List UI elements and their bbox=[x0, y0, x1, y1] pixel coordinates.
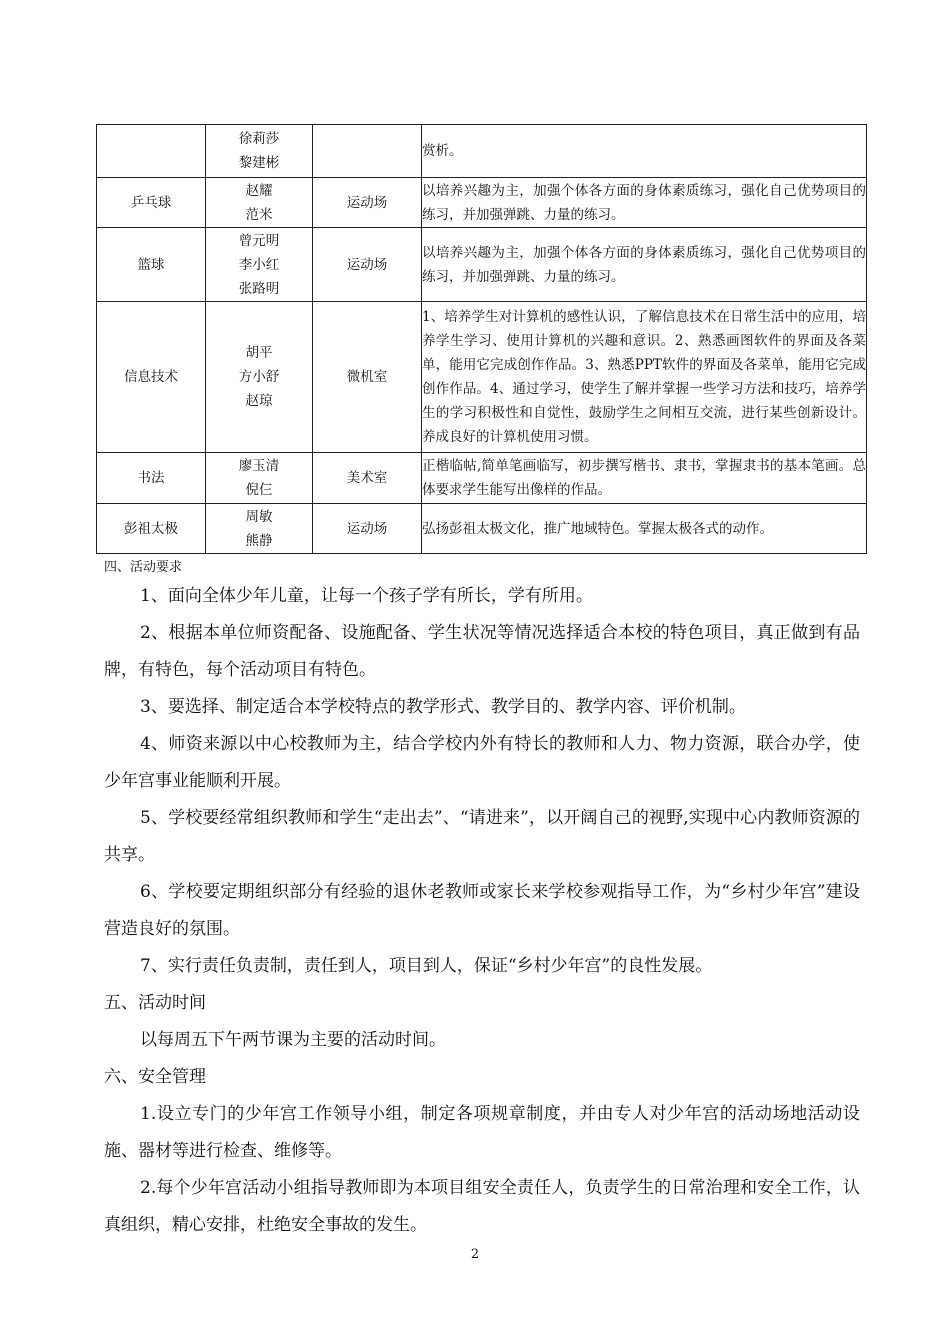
activity-table bbox=[96, 124, 867, 554]
content-cell: 以培养兴趣为主，加强个体各方面的身体素质练习，强化自己优势项目的练习，并加强弹跳、力量的练习。 bbox=[422, 228, 867, 302]
teacher-name: 范米 bbox=[245, 206, 273, 223]
venue-cell: 运动场 bbox=[313, 228, 422, 302]
teachers-cell bbox=[206, 453, 313, 504]
teacher-name: 赵耀 bbox=[245, 182, 273, 199]
requirement-item: 2、根据本单位师资配备、设施配备、学生状况等情况选择适合本校的特色项目，真正做到有品牌，有特色，每个活动项目有特色。 bbox=[104, 623, 860, 680]
requirement-item: 7、实行责任负责制，责任到人，项目到人，保证“乡村少年宫”的良性发展。 bbox=[140, 956, 713, 976]
teacher-name: 周敏 bbox=[245, 508, 273, 525]
teachers-cell bbox=[206, 302, 313, 453]
venue-cell: 美术室 bbox=[313, 453, 422, 504]
teacher-name: 熊静 bbox=[245, 532, 273, 549]
venue-cell bbox=[313, 125, 422, 178]
teachers-cell bbox=[206, 178, 313, 228]
venue-cell: 微机室 bbox=[313, 302, 422, 453]
table-row bbox=[97, 302, 867, 453]
subject-cell: 书法 bbox=[97, 453, 206, 504]
teacher-name: 倪仨 bbox=[245, 482, 273, 498]
teacher-name: 曾元明 bbox=[238, 232, 280, 249]
requirement-item: 5、学校要经常组织教师和学生“走出去”、“请进来”，以开阔自己的视野,实现中心内教师资源的共享。 bbox=[104, 808, 860, 865]
teacher-name: 胡平 bbox=[245, 345, 273, 361]
content-cell: 赏析。 bbox=[422, 125, 867, 178]
subject-cell: 彭祖太极 bbox=[97, 504, 206, 554]
teachers-cell bbox=[206, 125, 313, 178]
teacher-name: 方小舒 bbox=[238, 369, 280, 385]
activity-time-text: 以每周五下午两节课为主要的活动时间。 bbox=[140, 1030, 446, 1050]
content-cell: 正楷临帖,简单笔画临写，初步撰写楷书、隶书，掌握隶书的基本笔画。总体要求学生能写出像样的作品。 bbox=[422, 453, 867, 504]
requirement-item: 3、要选择、制定适合本学校特点的教学形式、教学目的、教学内容、评价机制。 bbox=[140, 697, 746, 717]
table-row bbox=[97, 178, 867, 228]
teachers-cell bbox=[206, 228, 313, 302]
teachers-cell bbox=[206, 504, 313, 554]
requirement-item: 6、学校要定期组织部分有经验的退休老教师或家长来学校参观指导工作，为“乡村少年宫”建设营造良好的氛围。 bbox=[104, 882, 860, 939]
subject-cell: 乒乓球 bbox=[97, 178, 206, 228]
requirement-item: 4、师资来源以中心校教师为主，结合学校内外有特长的教师和人力、物力资源，联合办学，使少年宫事业能顺利开展。 bbox=[104, 734, 860, 791]
teacher-name: 黎建彬 bbox=[238, 155, 280, 171]
section-heading-safety: 六、安全管理 bbox=[104, 1067, 206, 1087]
venue-cell: 运动场 bbox=[313, 178, 422, 228]
content-cell: 以培养兴趣为主，加强个体各方面的身体素质练习，强化自己优势项目的练习，并加强弹跳、力量的练习。 bbox=[422, 178, 867, 228]
safety-item: 2.每个少年宫活动小组指导教师即为本项目组安全责任人，负责学生的日常治理和安全工作，认真组织，精心安排，杜绝安全事故的发生。 bbox=[104, 1178, 860, 1235]
section-heading-requirements: 四、活动要求 bbox=[104, 560, 183, 575]
requirement-item: 1、面向全体少年儿童，让每一个孩子学有所长，学有所用。 bbox=[140, 586, 593, 606]
teacher-name: 赵琼 bbox=[245, 393, 273, 409]
teacher-name: 徐莉莎 bbox=[238, 131, 280, 147]
subject-cell bbox=[97, 125, 206, 178]
table-row bbox=[97, 453, 867, 504]
section-heading-time: 五、活动时间 bbox=[104, 993, 206, 1013]
teacher-name: 张路明 bbox=[238, 280, 280, 297]
content-cell: 弘扬彭祖太极文化，推广地域特色。掌握太极各式的动作。 bbox=[422, 504, 867, 554]
safety-item: 1.设立专门的少年宫工作领导小组，制定各项规章制度，并由专人对少年宫的活动场地活动设施、器材等进行检查、维修等。 bbox=[104, 1104, 860, 1161]
teacher-name: 李小红 bbox=[238, 256, 280, 273]
content-cell: 1、培养学生对计算机的感性认识，了解信息技术在日常生活中的应用，培养学生学习、使用计算机的兴趣和意识。2、熟悉画图软件的界面及各菜单，能用它完成创作作品。3、熟悉PPT软件的界面及各菜单，能用它完成创作作品。4、通过学习，使学生了解并掌握一些学习方法和技巧，培养学生的学习积极性和自觉性，鼓励学生之间相互交流，进行某些创新设计。养成良好的计算机使用习惯。 bbox=[422, 302, 867, 453]
table-row bbox=[97, 125, 867, 178]
venue-cell: 运动场 bbox=[313, 504, 422, 554]
subject-cell: 篮球 bbox=[97, 228, 206, 302]
table-row bbox=[97, 228, 867, 302]
table-row bbox=[97, 504, 867, 554]
teacher-name: 廖玉清 bbox=[238, 458, 280, 474]
subject-cell: 信息技术 bbox=[97, 302, 206, 453]
page-number: 2 bbox=[470, 1247, 480, 1262]
